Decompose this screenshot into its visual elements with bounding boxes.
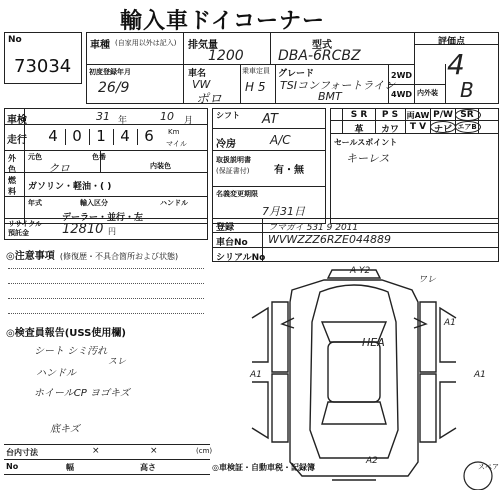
lot-number: 73034: [14, 56, 72, 77]
grade-score-label: 評価点: [438, 37, 466, 47]
inspection-month-unit: 月: [184, 116, 194, 126]
ownership-value: デーラー・並行・左: [62, 213, 144, 223]
mileage-digit: 1: [96, 127, 106, 145]
inspector-note: ホイールCP ヨゴキズ: [34, 388, 130, 399]
model-label: 車種: [90, 40, 110, 51]
bottom-unit: (cm): [196, 447, 213, 455]
sales-point-label: セールスポイント: [334, 138, 398, 147]
diagram-mark: A1: [250, 370, 262, 380]
page-title: 輸入車ドイコーナー: [120, 9, 326, 34]
deadline-value: 7月31日: [262, 205, 305, 218]
equip-leather: 革: [354, 125, 364, 135]
aircon-label: 冷房: [216, 139, 236, 150]
shift-label: シフト: [216, 111, 240, 120]
first-reg-value: 26/9: [98, 80, 130, 96]
inspector-note: ハンドル: [36, 368, 76, 379]
ownership-import-label: 輸入区分: [80, 199, 108, 207]
equip-sr2: SR: [460, 110, 474, 120]
spare-label: スペア: [478, 463, 499, 471]
diagram-mark: HEA: [362, 336, 385, 349]
displacement-label: 排気量: [188, 40, 218, 51]
color-code-label: 色番: [92, 153, 106, 161]
lot-number-label: No: [8, 35, 22, 45]
grade-label: グレード: [278, 69, 315, 79]
mileage-digit: 6: [144, 127, 154, 145]
handbook-label: 取扱説明書: [216, 156, 251, 164]
fuel-label: 燃料: [8, 176, 16, 196]
grade-score-value: 4: [447, 48, 465, 81]
diagram-mark: A Y2: [350, 266, 371, 276]
bottom-footer: ◎車検証・自動車税・記録簿: [212, 463, 315, 472]
inspection-year-unit: 年: [118, 116, 128, 126]
mileage-digit: 0: [72, 127, 82, 145]
diagram-mark: A1: [474, 370, 486, 380]
interior-score-value: B: [460, 78, 474, 102]
color-label: 外色: [8, 154, 16, 174]
mileage-digits: [42, 127, 162, 147]
inspection-year: 31: [96, 110, 110, 123]
bottom-height-label: 高さ: [140, 463, 156, 472]
notes-label: [6, 244, 178, 263]
first-reg-label: 初度登録年月: [89, 68, 131, 76]
maker-label: 車名: [188, 69, 207, 79]
aircon-value: A/C: [270, 133, 291, 147]
equip-ps: P S: [381, 110, 399, 120]
plate-value: フマガイ 531 9 2011: [268, 223, 359, 233]
plate-label: 登録: [216, 223, 235, 233]
mileage-digit: 4: [120, 127, 130, 145]
circle-mark: [430, 121, 456, 133]
equip-pw: P/W: [433, 110, 453, 120]
grade-value-2: BMT: [318, 90, 342, 103]
chassis-label: 車台No: [216, 238, 248, 248]
mileage-label: 走行: [7, 135, 27, 146]
diagram-mark: ワレ: [418, 275, 437, 285]
inspector-label: ◎検査員報告(USS使用欄): [6, 328, 126, 339]
doors-value: H 5: [245, 80, 266, 94]
bottom-symbol: ×: [92, 446, 100, 456]
equip-navi: ナビ: [433, 125, 452, 135]
bottom-width-label: 幅: [66, 463, 74, 472]
mileage-unit-km: Km: [168, 128, 180, 136]
deadline-label: 名義変更期限: [216, 190, 258, 198]
ownership-label: 年式: [28, 199, 42, 207]
circle-mark: [455, 121, 481, 133]
recycle-unit: 円: [108, 227, 116, 236]
drive-2wd: 2WD: [391, 71, 413, 80]
mileage-unit-mile: マイル: [166, 140, 187, 148]
inspection-month: 10: [160, 110, 174, 123]
model-note: (自家用以外は記入): [115, 39, 177, 47]
maker-value: VW: [192, 78, 211, 91]
handbook-value: 有・無: [274, 165, 304, 176]
equip-sr: S R: [350, 110, 368, 120]
interior-score-label: 内外装: [417, 89, 438, 97]
mileage-digit: 4: [48, 127, 58, 145]
bottom-row2-label: No: [6, 462, 19, 471]
bottom-row1-label: 台内寸法: [6, 448, 38, 457]
type-label: 型式: [312, 40, 332, 51]
name-value: ポロ: [196, 92, 223, 107]
notes-title: ◎注意事項: [6, 251, 55, 262]
displacement-value: 1200: [208, 48, 244, 64]
doors-label: 乗車定員: [242, 67, 270, 75]
bottom-symbol: ×: [150, 446, 158, 456]
inspector-note: シート シミ汚れ: [34, 346, 108, 357]
circle-mark: [455, 109, 481, 121]
recycle-label: リサイクル預託金: [8, 220, 43, 237]
inspector-tag: スレ: [108, 357, 127, 367]
grade-value-1: TSIコンフォートライン: [280, 79, 396, 92]
type-value: DBA-6RCBZ: [278, 48, 361, 64]
equip-airbag: エアB: [457, 123, 477, 131]
serial-label: シリアルNo: [216, 253, 266, 263]
equip-tv: T V: [409, 122, 427, 132]
sales-point-value: キーレス: [346, 152, 390, 165]
equip-aw: 両AW: [406, 111, 430, 120]
color-value: クロ: [48, 162, 70, 175]
color-original-label: 元色: [28, 153, 42, 161]
shift-value: AT: [262, 112, 278, 127]
fuel-value: ガソリン・軽油・( ): [28, 182, 112, 192]
diagram-mark: A2: [366, 456, 378, 466]
recycle-value: 12810: [62, 222, 104, 237]
equip-kawa: カワ: [380, 125, 399, 135]
color-interior-label: 内装色: [150, 162, 171, 170]
notes-sub: (修復歴・不具合箇所および状態): [59, 252, 179, 261]
diagram-mark: A1: [444, 318, 456, 328]
inspection-label: 車検: [7, 115, 27, 126]
chassis-value: WVWZZZ6RZE044889: [268, 233, 392, 246]
handbook-sub: (保証書付): [216, 167, 250, 175]
inspector-note: 底キズ: [50, 424, 80, 435]
drive-4wd: 4WD: [391, 90, 413, 99]
ownership-handle-label: ハンドル: [160, 199, 188, 207]
